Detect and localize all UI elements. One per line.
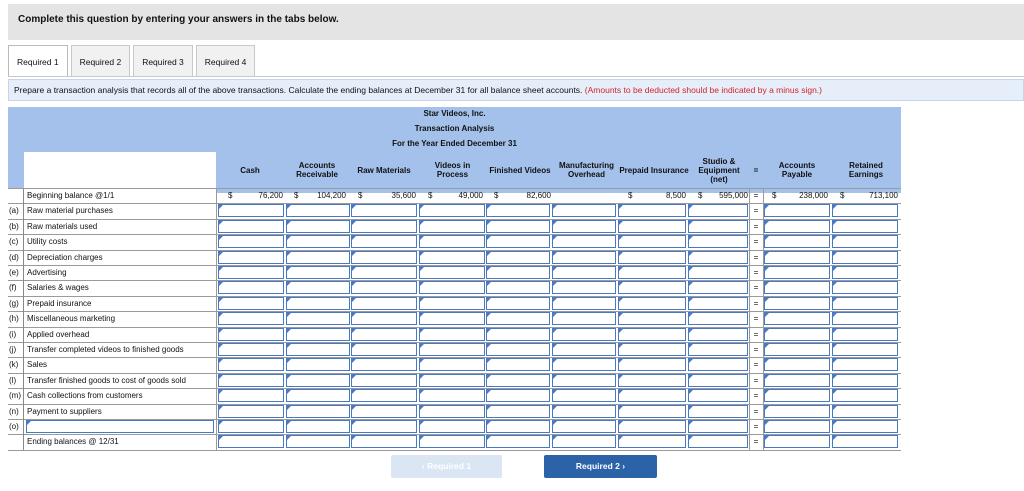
row-code: (d) xyxy=(8,250,24,265)
studio-equipment-input[interactable] xyxy=(688,204,748,217)
row-code: (b) xyxy=(8,219,24,234)
studio-equipment-input[interactable] xyxy=(688,405,748,418)
videos-in-process-input[interactable] xyxy=(419,343,485,356)
videos-in-process-input[interactable] xyxy=(419,204,485,217)
table-row-label xyxy=(8,404,216,419)
re-dollar-sign: $ xyxy=(840,191,845,200)
cash-input[interactable] xyxy=(218,435,284,448)
col-header-equals: = xyxy=(753,165,759,175)
col-header-cash: Cash xyxy=(240,165,260,175)
prepaid-insurance-input[interactable] xyxy=(618,266,686,279)
videos-in-process-input[interactable] xyxy=(419,235,485,248)
begin-finished-videos: 82,600 xyxy=(526,191,551,200)
prepaid-insurance-input[interactable] xyxy=(618,328,686,341)
accounts-receivable-input[interactable] xyxy=(286,405,350,418)
equals-sign: = xyxy=(753,422,759,431)
studio-equipment-input[interactable] xyxy=(688,374,748,387)
cash-input[interactable] xyxy=(218,343,284,356)
col-header-accounts-receivable: Accounts Receivable xyxy=(296,161,338,179)
description-input[interactable] xyxy=(26,420,214,433)
accounts-payable-input[interactable] xyxy=(764,374,830,387)
tab-required-2[interactable]: Required 2 xyxy=(71,45,131,77)
tab-divider xyxy=(8,76,1024,77)
raw-materials-input[interactable] xyxy=(351,343,417,356)
cash-input[interactable] xyxy=(218,220,284,233)
raw-materials-input[interactable] xyxy=(351,389,417,402)
videos-in-process-input[interactable] xyxy=(419,251,485,264)
ar-dollar-sign: $ xyxy=(294,191,299,200)
prev-button[interactable] xyxy=(391,455,502,478)
begin-accounts-receivable: 104,200 xyxy=(317,191,346,200)
finished-videos-input[interactable] xyxy=(486,435,550,448)
cash-input[interactable] xyxy=(218,328,284,341)
raw-materials-input[interactable] xyxy=(351,297,417,310)
row-code: (j) xyxy=(8,342,24,357)
row-code: (e) xyxy=(8,265,24,280)
next-button-label: Required 2 xyxy=(575,461,620,471)
accounts-receivable-input[interactable] xyxy=(286,266,350,279)
tab-required-4[interactable]: Required 4 xyxy=(196,45,256,77)
row-description: Depreciation charges xyxy=(27,252,103,262)
accounts-payable-input[interactable] xyxy=(764,312,830,325)
row-description: Miscellaneous marketing xyxy=(27,314,116,324)
col-header-retained-earnings: Retained Earnings xyxy=(848,161,884,179)
raw-materials-input[interactable] xyxy=(351,251,417,264)
column-divider xyxy=(749,188,750,450)
finished-videos-input[interactable] xyxy=(486,405,550,418)
prepaid-insurance-input[interactable] xyxy=(618,358,686,371)
prepaid-insurance-input[interactable] xyxy=(618,389,686,402)
equals-sign: = xyxy=(753,221,759,231)
finished-videos-input[interactable] xyxy=(486,312,550,325)
row-description: Raw material purchases xyxy=(27,206,113,216)
raw-materials-input[interactable] xyxy=(351,204,417,217)
cash-dollar-sign: $ xyxy=(228,191,233,200)
accounts-receivable-input[interactable] xyxy=(286,297,350,310)
retained-earnings-input[interactable] xyxy=(832,204,898,217)
retained-earnings-input[interactable] xyxy=(832,343,898,356)
row-code: (c) xyxy=(8,234,24,249)
equals-sign: = xyxy=(753,314,759,324)
row-description: Payment to suppliers xyxy=(27,406,102,416)
studio-equipment-input[interactable] xyxy=(688,266,748,279)
table-row-label xyxy=(8,250,216,265)
videos-in-process-input[interactable] xyxy=(419,405,485,418)
accounts-payable-input[interactable] xyxy=(764,251,830,264)
begin-studio-equipment: 595,000 xyxy=(719,191,748,200)
videos-in-process-input[interactable] xyxy=(419,435,485,448)
manufacturing-overhead-input[interactable] xyxy=(552,374,616,387)
videos-in-process-input[interactable] xyxy=(419,374,485,387)
column-divider xyxy=(763,188,764,450)
accounts-receivable-input[interactable] xyxy=(286,251,350,264)
table-row-label xyxy=(8,219,216,234)
retained-earnings-input[interactable] xyxy=(832,374,898,387)
equals-sign: = xyxy=(753,391,759,401)
row-description: Cash collections from customers xyxy=(27,391,143,401)
prepaid-insurance-input[interactable] xyxy=(618,297,686,310)
accounts-receivable-input[interactable] xyxy=(286,374,350,387)
videos-in-process-input[interactable] xyxy=(419,281,485,294)
studio-equipment-input[interactable] xyxy=(688,312,748,325)
row-description: Ending balances @ 12/31 xyxy=(27,437,119,447)
row-code: (h) xyxy=(8,311,24,326)
table-row-label xyxy=(8,388,216,403)
accounts-payable-input[interactable] xyxy=(764,358,830,371)
manufacturing-overhead-input[interactable] xyxy=(552,204,616,217)
row-description: Raw materials used xyxy=(27,221,98,231)
prepaid-insurance-input[interactable] xyxy=(618,374,686,387)
col-header-videos-in-process: Videos in Process xyxy=(434,161,471,179)
studio-equipment-input[interactable] xyxy=(688,328,748,341)
retained-earnings-input[interactable] xyxy=(832,251,898,264)
videos-in-process-input[interactable] xyxy=(419,297,485,310)
begin-accounts-payable: 238,000 xyxy=(799,191,828,200)
videos-in-process-input[interactable] xyxy=(419,312,485,325)
table-row-label xyxy=(8,265,216,280)
accounts-receivable-input[interactable] xyxy=(286,204,350,217)
equals-sign: = xyxy=(753,360,759,370)
accounts-payable-input[interactable] xyxy=(764,405,830,418)
prepaid-insurance-input[interactable] xyxy=(618,235,686,248)
manufacturing-overhead-input[interactable] xyxy=(552,235,616,248)
studio-equipment-input[interactable] xyxy=(688,297,748,310)
col-header-accounts-payable: Accounts Payable xyxy=(778,161,816,179)
table-row-label xyxy=(8,280,216,295)
manufacturing-overhead-input[interactable] xyxy=(552,435,616,448)
studio-equipment-input[interactable] xyxy=(688,358,748,371)
equals-sign: = xyxy=(753,268,759,277)
raw-materials-input[interactable] xyxy=(351,266,417,279)
raw-materials-input[interactable] xyxy=(351,435,417,448)
manufacturing-overhead-input[interactable] xyxy=(552,420,616,433)
begin-cash: 76,200 xyxy=(258,191,283,200)
accounts-receivable-input[interactable] xyxy=(286,312,350,325)
se-dollar-sign: $ xyxy=(698,191,703,200)
videos-in-process-input[interactable] xyxy=(419,420,485,433)
col-header-manufacturing-overhead: Manufacturing Overhead xyxy=(558,161,615,179)
equals-sign: = xyxy=(753,329,759,339)
retained-earnings-input[interactable] xyxy=(832,266,898,279)
manufacturing-overhead-input[interactable] xyxy=(552,405,616,418)
accounts-payable-input[interactable] xyxy=(764,235,830,248)
row-code: (l) xyxy=(8,373,24,388)
cash-input[interactable] xyxy=(218,374,284,387)
accounts-receivable-input[interactable] xyxy=(286,435,350,448)
prepaid-insurance-input[interactable] xyxy=(618,435,686,448)
chevron-right-icon: › xyxy=(622,461,626,471)
equals-sign: = xyxy=(753,406,759,416)
fv-dollar-sign: $ xyxy=(494,191,499,200)
cash-input[interactable] xyxy=(218,204,284,217)
raw-materials-input[interactable] xyxy=(351,220,417,233)
raw-materials-input[interactable] xyxy=(351,405,417,418)
cash-input[interactable] xyxy=(218,358,284,371)
cash-input[interactable] xyxy=(218,266,284,279)
videos-in-process-input[interactable] xyxy=(419,266,485,279)
accounts-receivable-input[interactable] xyxy=(286,328,350,341)
row-code: (o) xyxy=(8,419,24,434)
finished-videos-input[interactable] xyxy=(486,235,550,248)
wip-dollar-sign: $ xyxy=(428,191,433,200)
row-description: Applied overhead xyxy=(27,329,90,339)
accounts-payable-input[interactable] xyxy=(764,389,830,402)
row-code: (a) xyxy=(8,203,24,218)
accounts-receivable-input[interactable] xyxy=(286,281,350,294)
prepaid-insurance-input[interactable] xyxy=(618,405,686,418)
table-row-label xyxy=(8,234,216,249)
table-row-label xyxy=(8,327,216,342)
beginning-balance-label: Beginning balance @1/1 xyxy=(27,191,115,200)
cash-input[interactable] xyxy=(218,281,284,294)
manufacturing-overhead-input[interactable] xyxy=(552,220,616,233)
finished-videos-input[interactable] xyxy=(486,281,550,294)
row-description: Transfer finished goods to cost of goods sold xyxy=(27,375,186,385)
pi-dollar-sign: $ xyxy=(628,191,633,200)
accounts-receivable-input[interactable] xyxy=(286,389,350,402)
begin-videos-in-process: 49,000 xyxy=(458,191,483,200)
row-code: (m) xyxy=(8,388,24,403)
raw-materials-input[interactable] xyxy=(351,281,417,294)
videos-in-process-input[interactable] xyxy=(419,389,485,402)
studio-equipment-input[interactable] xyxy=(688,281,748,294)
finished-videos-input[interactable] xyxy=(486,220,550,233)
accounts-payable-input[interactable] xyxy=(764,420,830,433)
prepaid-insurance-input[interactable] xyxy=(618,420,686,433)
row-description: Transfer completed videos to finished goods xyxy=(27,345,184,354)
chevron-left-icon: ‹ xyxy=(421,461,425,471)
accounts-payable-input[interactable] xyxy=(764,220,830,233)
videos-in-process-input[interactable] xyxy=(419,220,485,233)
studio-equipment-input[interactable] xyxy=(688,235,748,248)
accounts-payable-input[interactable] xyxy=(764,328,830,341)
cash-input[interactable] xyxy=(218,312,284,325)
retained-earnings-input[interactable] xyxy=(832,389,898,402)
accounts-payable-input[interactable] xyxy=(764,281,830,294)
table-row-label xyxy=(8,311,216,326)
raw-materials-input[interactable] xyxy=(351,420,417,433)
begin-equals: = xyxy=(753,191,759,200)
cash-input[interactable] xyxy=(218,389,284,402)
manufacturing-overhead-input[interactable] xyxy=(552,251,616,264)
row-description: Utility costs xyxy=(27,237,68,247)
finished-videos-input[interactable] xyxy=(486,266,550,279)
finished-videos-input[interactable] xyxy=(486,297,550,310)
equals-sign: = xyxy=(753,375,759,385)
raw-materials-input[interactable] xyxy=(351,235,417,248)
row-code: (g) xyxy=(8,296,24,311)
cash-input[interactable] xyxy=(218,405,284,418)
equals-sign: = xyxy=(753,237,759,247)
equals-sign: = xyxy=(753,283,759,293)
row-code: (k) xyxy=(8,357,24,372)
table-row-label xyxy=(8,357,216,372)
finished-videos-input[interactable] xyxy=(486,328,550,341)
studio-equipment-input[interactable] xyxy=(688,389,748,402)
manufacturing-overhead-input[interactable] xyxy=(552,358,616,371)
accounts-receivable-input[interactable] xyxy=(286,358,350,371)
col-header-studio-equipment: Studio & Equipment (net) xyxy=(698,156,740,184)
equals-sign: = xyxy=(753,298,759,308)
manufacturing-overhead-input[interactable] xyxy=(552,389,616,402)
table-row-label xyxy=(8,342,216,357)
prepaid-insurance-input[interactable] xyxy=(618,204,686,217)
beginning-balance-row-label xyxy=(8,188,216,203)
tab-required-1[interactable]: Required 1 xyxy=(8,45,68,77)
prepaid-insurance-input[interactable] xyxy=(618,251,686,264)
manufacturing-overhead-input[interactable] xyxy=(552,343,616,356)
accounts-receivable-input[interactable] xyxy=(286,343,350,356)
prepaid-insurance-input[interactable] xyxy=(618,220,686,233)
col-header-raw-materials: Raw Materials xyxy=(357,165,411,175)
retained-earnings-input[interactable] xyxy=(832,281,898,294)
accounts-receivable-input[interactable] xyxy=(286,420,350,433)
manufacturing-overhead-input[interactable] xyxy=(552,312,616,325)
row-description: Salaries & wages xyxy=(27,283,89,293)
finished-videos-input[interactable] xyxy=(486,389,550,402)
videos-in-process-input[interactable] xyxy=(419,358,485,371)
retained-earnings-input[interactable] xyxy=(832,435,898,448)
tab-required-3[interactable]: Required 3 xyxy=(133,45,193,77)
transaction-analysis-table xyxy=(8,107,901,448)
manufacturing-overhead-input[interactable] xyxy=(552,297,616,310)
table-row-label xyxy=(8,434,216,449)
rm-dollar-sign: $ xyxy=(358,191,363,200)
question-text: Complete this question by entering your answers in the tabs below. xyxy=(18,14,339,25)
finished-videos-input[interactable] xyxy=(486,420,550,433)
retained-earnings-input[interactable] xyxy=(832,235,898,248)
studio-equipment-input[interactable] xyxy=(688,220,748,233)
prepaid-insurance-input[interactable] xyxy=(618,281,686,294)
prev-button-label: Required 1 xyxy=(427,461,472,471)
table-bottom-border xyxy=(8,450,901,451)
row-code xyxy=(8,434,24,449)
raw-materials-input[interactable] xyxy=(351,328,417,341)
accounts-payable-input[interactable] xyxy=(764,266,830,279)
videos-in-process-input[interactable] xyxy=(419,328,485,341)
prepaid-insurance-input[interactable] xyxy=(618,343,686,356)
finished-videos-input[interactable] xyxy=(486,251,550,264)
finished-videos-input[interactable] xyxy=(486,358,550,371)
equals-sign: = xyxy=(753,252,759,262)
row-code: (n) xyxy=(8,404,24,419)
row-code: (f) xyxy=(8,280,24,295)
prepaid-insurance-input[interactable] xyxy=(618,312,686,325)
column-divider xyxy=(216,188,217,450)
question-banner xyxy=(8,4,1024,40)
col-header-prepaid-insurance: Prepaid Insurance xyxy=(619,165,689,175)
ap-dollar-sign: $ xyxy=(772,191,777,200)
company-name: Star Videos, Inc. xyxy=(423,109,486,118)
table-row-label xyxy=(8,203,216,218)
finished-videos-input[interactable] xyxy=(486,343,550,356)
accounts-payable-input[interactable] xyxy=(764,343,830,356)
row-description: Prepaid insurance xyxy=(27,298,92,308)
begin-raw-materials: 35,600 xyxy=(391,191,416,200)
retained-earnings-input[interactable] xyxy=(832,405,898,418)
tab-bar xyxy=(8,45,258,77)
finished-videos-input[interactable] xyxy=(486,374,550,387)
instruction-bar xyxy=(8,79,1024,101)
retained-earnings-input[interactable] xyxy=(832,328,898,341)
table-row-label xyxy=(8,373,216,388)
col-header-finished-videos: Finished Videos xyxy=(489,165,551,175)
raw-materials-input[interactable] xyxy=(351,312,417,325)
studio-equipment-input[interactable] xyxy=(688,435,748,448)
begin-prepaid-insurance: 8,500 xyxy=(665,191,686,200)
row-code: (i) xyxy=(8,327,24,342)
studio-equipment-input[interactable] xyxy=(688,251,748,264)
row-description: Sales xyxy=(27,360,48,370)
equals-sign: = xyxy=(753,206,759,216)
cash-input[interactable] xyxy=(218,235,284,248)
retained-earnings-input[interactable] xyxy=(832,220,898,233)
begin-retained-earnings: 713,100 xyxy=(869,191,898,200)
accounts-payable-input[interactable] xyxy=(764,204,830,217)
table-row-label xyxy=(8,296,216,311)
cash-input[interactable] xyxy=(218,251,284,264)
studio-equipment-input[interactable] xyxy=(688,420,748,433)
equals-sign: = xyxy=(753,345,759,354)
raw-materials-input[interactable] xyxy=(351,374,417,387)
accounts-payable-input[interactable] xyxy=(764,435,830,448)
raw-materials-input[interactable] xyxy=(351,358,417,371)
retained-earnings-input[interactable] xyxy=(832,420,898,433)
table-title: Transaction Analysis xyxy=(414,124,495,133)
next-button[interactable] xyxy=(544,455,657,478)
finished-videos-input[interactable] xyxy=(486,204,550,217)
retained-earnings-input[interactable] xyxy=(832,312,898,325)
row-divider xyxy=(8,188,901,189)
instruction-text: Prepare a transaction analysis that records all of the above transactions. Calculate the ending balances at December 31 for all balance sheet accounts. xyxy=(14,85,583,95)
retained-earnings-input[interactable] xyxy=(832,358,898,371)
manufacturing-overhead-input[interactable] xyxy=(552,266,616,279)
retained-earnings-input[interactable] xyxy=(832,297,898,310)
accounts-receivable-input[interactable] xyxy=(286,235,350,248)
header-left-strip xyxy=(8,152,24,188)
accounts-receivable-input[interactable] xyxy=(286,220,350,233)
row-description: Advertising xyxy=(27,268,67,277)
instruction-hint: (Amounts to be deducted should be indicated by a minus sign.) xyxy=(584,85,822,95)
studio-equipment-input[interactable] xyxy=(688,343,748,356)
cash-input[interactable] xyxy=(218,420,284,433)
manufacturing-overhead-input[interactable] xyxy=(552,328,616,341)
table-period: For the Year Ended December 31 xyxy=(392,139,517,148)
equals-sign: = xyxy=(753,437,759,447)
cash-input[interactable] xyxy=(218,297,284,310)
manufacturing-overhead-input[interactable] xyxy=(552,281,616,294)
accounts-payable-input[interactable] xyxy=(764,297,830,310)
